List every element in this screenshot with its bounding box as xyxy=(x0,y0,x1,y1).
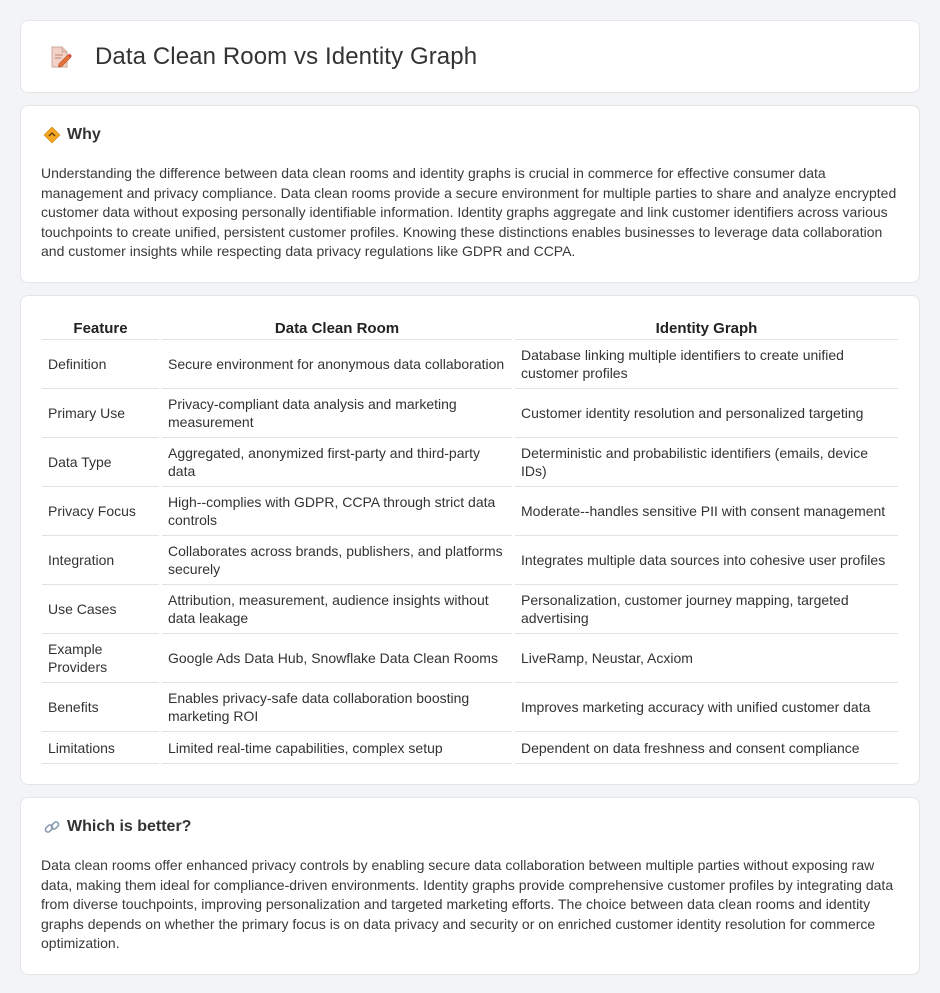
document-pencil-icon xyxy=(47,44,73,70)
comparison-table-card xyxy=(20,295,920,785)
table-header-row xyxy=(42,316,898,340)
column-header-feature: Feature xyxy=(42,316,159,340)
table-row xyxy=(42,634,898,683)
identity-graph-cell: Customer identity resolution and personalized targeting xyxy=(515,389,898,438)
identity-graph-cell: Personalization, customer journey mapping, targeted advertising xyxy=(515,585,898,634)
identity-graph-cell: Database linking multiple identifiers to create unified customer profiles xyxy=(515,340,898,389)
identity-graph-cell: Improves marketing accuracy with unified customer data xyxy=(515,683,898,732)
feature-cell: Data Type xyxy=(42,438,159,487)
data-clean-room-cell: Privacy-compliant data analysis and marketing measurement xyxy=(162,389,512,438)
identity-graph-cell: LiveRamp, Neustar, Acxiom xyxy=(515,634,898,683)
which-is-better-label: Which is better? xyxy=(67,818,192,835)
feature-cell: Definition xyxy=(42,340,159,389)
why-heading xyxy=(43,126,899,144)
identity-graph-cell: Dependent on data freshness and consent compliance xyxy=(515,732,898,764)
data-clean-room-cell: Google Ads Data Hub, Snowflake Data Clean Rooms xyxy=(162,634,512,683)
column-header-identity-graph: Identity Graph xyxy=(515,316,898,340)
feature-cell: Primary Use xyxy=(42,389,159,438)
feature-cell: Integration xyxy=(42,536,159,585)
diamond-sign-icon xyxy=(43,126,61,144)
feature-cell: Privacy Focus xyxy=(42,487,159,536)
table-row xyxy=(42,438,898,487)
table-row xyxy=(42,585,898,634)
page-title: Data Clean Room vs Identity Graph xyxy=(95,42,478,70)
data-clean-room-cell: Attribution, measurement, audience insights without data leakage xyxy=(162,585,512,634)
which-is-better-heading xyxy=(43,818,899,836)
title-card xyxy=(20,20,920,93)
data-clean-room-cell: High--complies with GDPR, CCPA through strict data controls xyxy=(162,487,512,536)
data-clean-room-cell: Aggregated, anonymized first-party and third-party data xyxy=(162,438,512,487)
table-row xyxy=(42,683,898,732)
identity-graph-cell: Integrates multiple data sources into cohesive user profiles xyxy=(515,536,898,585)
which-is-better-section xyxy=(20,797,920,975)
link-icon xyxy=(43,818,61,836)
table-row xyxy=(42,389,898,438)
feature-cell: Benefits xyxy=(42,683,159,732)
table-row xyxy=(42,487,898,536)
data-clean-room-cell: Enables privacy-safe data collaboration boosting marketing ROI xyxy=(162,683,512,732)
why-text: Understanding the difference between data clean rooms and identity graphs is crucial in commerce for effective consumer data management and privacy compliance. Data clean rooms provide a secure environment for multiple parties to share and analyze encrypted customer data without exposing personally identifiable information. Identity graphs aggregate and link customer identifiers across various touchpoints to create unified, persistent customer profiles. Knowing these distinctions enables businesses to leverage data collaboration and customer insights while respecting data privacy regulations like GDPR and CCPA. xyxy=(41,165,897,259)
why-heading-label: Why xyxy=(67,126,101,143)
feature-cell: Use Cases xyxy=(42,585,159,634)
which-is-better-text: Data clean rooms offer enhanced privacy controls by enabling secure data collaboration between multiple parties without exposing raw data, making them ideal for compliance-driven environments. Identity graphs provide comprehensive customer profiles by integrating data from diverse touchpoints, improving personalization and targeted marketing efforts. The choice between data clean rooms and identity graphs depends on whether the primary focus is on data privacy and security or on enriched customer identity resolution for commerce optimization. xyxy=(41,857,894,951)
identity-graph-cell: Moderate--handles sensitive PII with consent management xyxy=(515,487,898,536)
identity-graph-cell: Deterministic and probabilistic identifiers (emails, device IDs) xyxy=(515,438,898,487)
column-header-data-clean-room: Data Clean Room xyxy=(162,316,512,340)
data-clean-room-cell: Collaborates across brands, publishers, and platforms securely xyxy=(162,536,512,585)
why-section xyxy=(20,105,920,283)
table-row xyxy=(42,732,898,764)
data-clean-room-cell: Limited real-time capabilities, complex setup xyxy=(162,732,512,764)
table-row xyxy=(42,340,898,389)
feature-cell: Limitations xyxy=(42,732,159,764)
data-clean-room-cell: Secure environment for anonymous data collaboration xyxy=(162,340,512,389)
comparison-table xyxy=(39,316,901,764)
feature-cell: Example Providers xyxy=(42,634,159,683)
table-row xyxy=(42,536,898,585)
